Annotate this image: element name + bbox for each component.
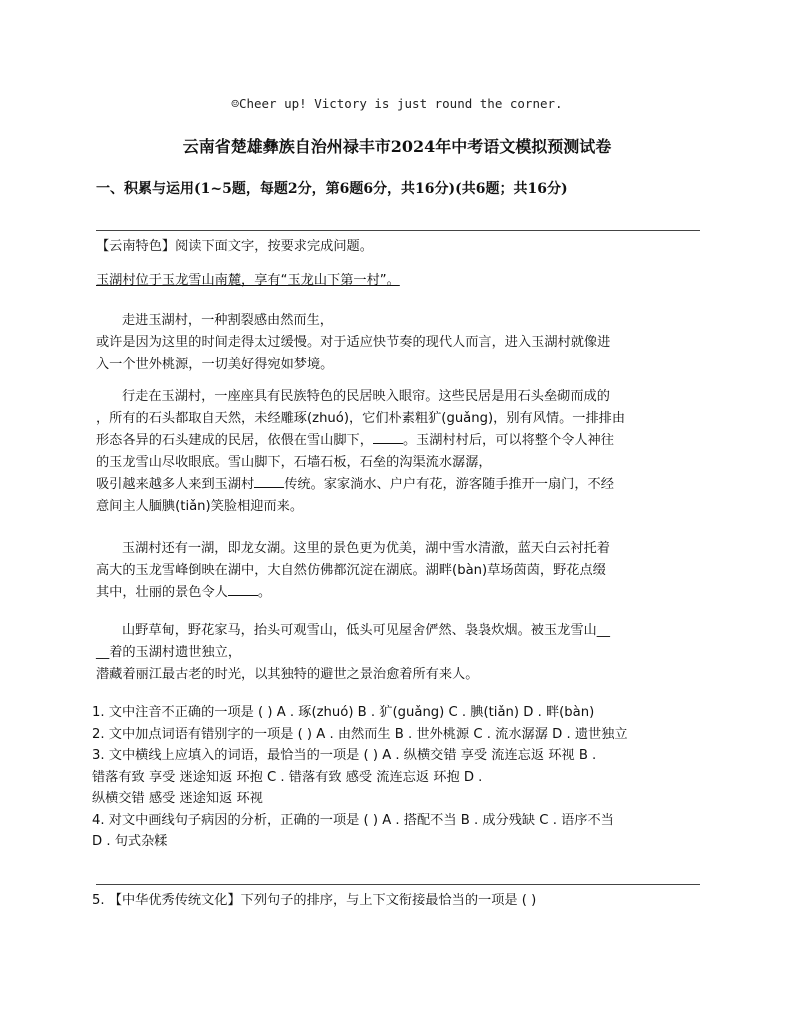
question-4-cont: D . 句式杂糅 [92, 834, 168, 849]
p3-line-3 [96, 582, 700, 604]
passage-intro: 【云南特色】阅读下面文字，按要求完成问题。 [96, 239, 373, 254]
divider-bottom [96, 884, 700, 885]
p4-line-1: 山野草甸，野花家马，抬头可观雪山，低头可见屋舍俨然、袅袅炊烟。被玉龙雪山__ [122, 623, 610, 638]
page-title: 云南省楚雄彝族自治州禄丰市2024年中考语文模拟预测试卷 [182, 137, 612, 156]
p2-line-3 [96, 430, 700, 452]
passage-sub-text: 玉湖村位于玉龙雪山南麓，享有“玉龙山下第一村”。 [96, 273, 400, 288]
paragraph-4 [96, 620, 700, 686]
p3-line-3-text: 其中，壮丽的景色令人 [96, 585, 228, 600]
p2-line-5-rest: 传统。家家淌水、户户有花，游客随手推开一扇门，不经 [284, 477, 614, 492]
p2-line-3-text: 形态各异的石头建成的民居，依偎在雪山脚下， [96, 433, 373, 448]
question-3-cont: 错落有致 享受 迷途知返 环抱 C . 错落有致 感受 流连忘返 环抱 D . [92, 769, 483, 785]
p2-line-2: ，所有的石头都取自天然，未经雕琢(zhuó)，它们朴素粗犷(guǎng)，别有风情。一排排由 [96, 411, 626, 426]
p2-line-5-text: 吸引越来越多人来到玉湖村 [96, 477, 255, 492]
motto-header: ☺Cheer up! Victory is just round the corner. [231, 96, 563, 111]
fill-blank [228, 583, 258, 596]
divider-top [96, 230, 700, 231]
p4-line-2: __着的玉湖村遗世独立， [96, 645, 242, 660]
question-1: 1. 文中注音不正确的一项是 ( ) A . 琢(zhuó) B . 犷(guǎng) C . 腆(tiǎn) D . 畔(bàn) [92, 705, 595, 720]
passage-sub [96, 270, 700, 292]
question-list [92, 702, 702, 853]
section-heading: 一、积累与运用(1~5题，每题2分，第6题6分，共16分)(共6题；共16分) [96, 181, 568, 197]
paragraph-1 [96, 310, 700, 376]
p1-line-2: 或许是因为这里的时间走得太过缓慢。对于适应快节奏的现代人而言，进入玉湖村就像进 [96, 335, 611, 350]
p1-line-1: 走进玉湖村，一种割裂感由然而生， [122, 313, 333, 328]
p2-line-6: 意间主人腼腆(tiǎn)笑脸相迎而来。 [96, 499, 304, 514]
question-5: 5. 【中华优秀传统文化】下列句子的排序，与上下文衔接最恰当的一项是 ( ) [92, 893, 537, 908]
paragraph-2 [96, 386, 700, 518]
p2-line-5 [96, 474, 700, 496]
question-3: 3. 文中横线上应填入的词语，最恰当的一项是 ( ) A . 纵横交错 享受 流连忘返 环视 B . [92, 748, 597, 763]
fill-blank [373, 431, 403, 444]
p2-line-1: 行走在玉湖村，一座座具有民族特色的民居映入眼帘。这些民居是用石头垒砌而成的 [122, 389, 610, 404]
paragraph-3 [96, 538, 700, 604]
p3-line-3-rest: 。 [257, 585, 272, 600]
p3-line-2: 高大的玉龙雪峰倒映在湖中，大自然仿佛都沉淀在湖底。湖畔(bàn)草场茵茵，野花点缀 [96, 563, 606, 578]
question-4: 4. 对文中画线句子病因的分析，正确的一项是 ( ) A . 搭配不当 B . 成分残缺 C . 语序不当 [92, 812, 614, 828]
question-3-cont: 纵横交错 感受 迷途知返 环视 [92, 791, 263, 806]
p4-line-3: 潜藏着丽江最古老的时光，以其独特的避世之景治愈着所有来人。 [96, 667, 479, 682]
question-2: 2. 文中加点词语有错别字的一项是 ( ) A . 由然而生 B . 世外桃源 C . 流水潺潺 D . 遗世独立 [92, 726, 628, 742]
p2-line-4: 的玉龙雪山尽收眼底。雪山脚下，石墙石板，石垒的沟渠流水潺潺， [96, 455, 492, 470]
p3-line-1: 玉湖村还有一湖，即龙女湖。这里的景色更为优美，湖中雪水清澈，蓝天白云衬托着 [122, 541, 610, 556]
fill-blank [254, 475, 284, 488]
p1-line-3: 入一个世外桃源，一切美好得宛如梦境。 [96, 357, 334, 372]
p2-line-3-rest: 。玉湖村村后，可以将整个令人神往 [402, 433, 614, 448]
